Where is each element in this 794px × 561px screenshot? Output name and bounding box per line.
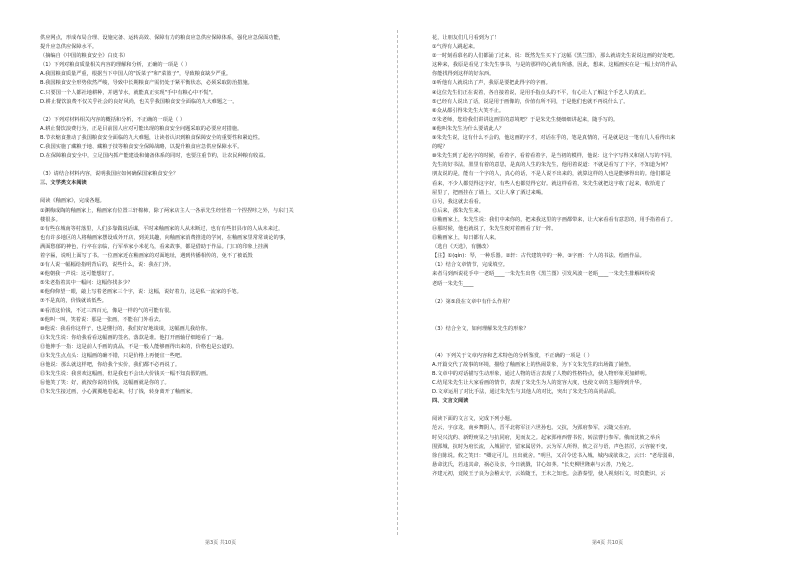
text-line: 这种来，我原是看见了朱先生事书，与是的那样的心就有所感，因此，想来，这幅画实在是一幅上好的作品，: [432, 62, 682, 69]
text-line: A.耕止餐饮浪费行为，正是目前国人应对可能出现的粮食安全问题采取的必要应对措施。: [40, 125, 243, 132]
text-line: [432, 316, 780, 325]
text-line: B.文章中的对话描写生动形象，通过人物的语言表现了人物的性格特点，使人物形象更加鲜明。: [432, 371, 650, 377]
text-line: 提升应急供应保障水平。: [40, 44, 98, 51]
text-line: ⑪另，我这就去看看。: [432, 198, 484, 205]
text-line: B.节衣缩食推动了我国粮食安全面临的九大难题，让读者认识到粮食保障安全的重要性和紧迫性。: [40, 134, 264, 141]
text-line: 徐自陈说。攸之笑曰："卿定可儿，且出就舍。"明旦，又召令送书入城。城内或欲诛之，云曰："老母弱弟，: [432, 452, 678, 459]
text-line: 围郢城，抗时为府长流，入城固守，留家属居外。云为军人所得，攸之召与语，声色甚厉，云容貌不变，: [432, 443, 671, 450]
text-line: 的呢？: [432, 144, 448, 151]
text-line: ⑫后来，那朱先生来。: [432, 207, 484, 214]
text-line: ④这位先生们正在说着，各自接着说，是用手指点头的不平，有心让人了解这个手艺人的真正。: [432, 89, 650, 96]
text-line: ⑬釉画家上，朱先生说：我们中来你的，把来我这里的字画都带来，让大家看看有意思的，用手指着看了。: [432, 216, 676, 223]
text-line: [432, 334, 780, 343]
text-line: 也有许多地区的人将釉画家摆设成外开店，到美其趣，向釉画家消费推进的学问，在釉画家里常常谈论的事，: [40, 234, 290, 241]
text-line: （2）第⑤段在文章中有什么作用？: [432, 298, 513, 305]
text-line: ⑤已经有人说出了话，说是用于画像的，价值有所不同，于是他们也就不再说什么了。: [432, 98, 629, 105]
text-line: [40, 161, 388, 170]
text-line: （4）下列关于文章内容和艺术特色的分析鉴赏，不正确的一项是（ ）: [432, 352, 593, 359]
text-line: ③听他有人就说出了声，我原是要把此得字的字画。: [432, 80, 551, 87]
text-line: 楼很多。: [40, 216, 61, 223]
text-line: C.我国实施了藏粮于地、藏粮于技等粮食安全保障战略，以提升粮食应急供应保障水平。: [40, 144, 243, 151]
text-line: A.我国粮食质量严重，根据当下中国人的"饭菜子"和"菜篮子"，导致粮食缺少严重。: [40, 71, 232, 78]
text-line: ⑬朱先生点点头：这幅画的确不错，只是价格上再便宜一些吧。: [40, 353, 186, 359]
text-line: C.只要国一个人都社地耕种，并遇节水，就能真正实现"手中有粮心中不慌"。: [40, 89, 217, 96]
text-line: 你能找得到这样的好东西。: [432, 71, 495, 78]
text-line: （3）结合全文，如何理解朱先生的形象？: [432, 325, 529, 332]
text-line: 供应网点，形成布局合理、设施完备、运转高效、保障有力的粮食应急供应保障体系，强化应急保面功能，: [40, 35, 284, 41]
text-line: 范云，字彦龙，南乡舞阴人，晋平北将军汪六世孙也。父抗，为郢府参军，云随父在府。: [432, 425, 635, 432]
text-line: 三、文学类文本阅读: [40, 180, 87, 187]
text-line: （1）下列对粮食质量相关内容的理解和分析，正确的一项是（ ）: [40, 62, 191, 69]
text-line: [432, 307, 780, 316]
text-line: （选自《天选》，有删改）: [432, 244, 492, 251]
text-line: D.耕止餐饮浪费不仅关乎社会的良好风尚，也关乎我国粮食安全面临的九大难题之一。: [40, 98, 238, 105]
text-line: （2）下列对材料相关内容的概括和分析，不正确的一项是（ ）: [40, 116, 186, 123]
text-line: 时吴兴沈约、新野庾杲之与抗同府，见而友之。起家郢州西曹书佐，转法曹行参军。俄而沈攸之举兵: [432, 434, 661, 441]
text-line: 朋友说的是，能有一个字的人，真心的话，不是人说不出来的，就算这样的人也是能够得出的。他们都是: [432, 171, 671, 178]
text-line: B.我国粮食安全形势依然严峻，导致中长期粮食产需仍处于紧平衡状态，必须采取防治措施。: [40, 80, 253, 87]
text-line: ⑨朱先生说，这有什么不会的，他这画的字才，对话在乎的，笔是真情的，可是就是这一笔有几人看得出来: [432, 135, 676, 142]
page-footer-left: 第3页 共10页: [205, 540, 237, 546]
text-line: ②有些在城南等村落里，人们多靠做说话谋，平时来釉画家的人从未断过，也有有些旧县市的人从未来过，: [40, 225, 284, 232]
right-column: [432, 34, 780, 479]
text-line: ⑰朱先生接过画，小心翼翼地卷起来，付了钱，转身离开了釉画家。: [40, 389, 196, 396]
text-line: ⑮釉画家上，每日都有人来。: [432, 235, 500, 242]
text-line: 着字匾，说明上面写了书。一位画家近在釉画家的对面地址，遇到传播相传的，免不了被诋毁: [40, 252, 253, 259]
text-line: 阅读下面的文言文，完成下列小题。: [432, 416, 516, 423]
text-line: 老晤一朱先生____: [432, 280, 474, 287]
text-line: 阅读《釉画家》，完成各题。: [40, 198, 105, 205]
text-line: 看来，不少人都觉得这字好，有些人也都觉得它好。就这样看着，朱先生就把这字收了起来，收拾进了: [432, 180, 666, 187]
text-line: ⑧看清这价钱，不过三四百元，像是一样的气的可能有很。: [40, 307, 175, 314]
text-line: ④他朝我一声说：这可能想好了。: [40, 271, 118, 278]
text-line: （摘编自《中国的粮食安全》白皮书）: [40, 53, 129, 60]
text-line: （1）结合文章情节，完成填空。: [432, 262, 508, 269]
text-line: ①渊梅成陶的釉画家上，釉画家有位置三轩棉柿，除了两家店主人一各承先生经营着一个捏捏咔之外，与东门关: [40, 207, 294, 214]
text-line: [432, 343, 780, 352]
text-line: ⑩他说：我看你这样子，也是懂行的，我们好好地谈谈，这幅画儿我给你。: [40, 325, 211, 332]
text-line: [40, 188, 388, 197]
left-column: [40, 34, 388, 397]
text-line: ⑭那时候，他也就说了，朱先生便对着画看了好一阵。: [432, 225, 557, 232]
text-line: C.结尾朱先生让大家看画的情节，表现了朱先生为人的宽容大度，也使文章的主题得到升华。: [432, 380, 645, 387]
text-line: D.在保障粮食安全中，立足国内抓产能建设和储备体系的同时，也要注重节约，让农民种粮有收益。: [40, 153, 269, 160]
text-line: [432, 406, 780, 415]
text-line: ⑦朱老师，您给我们讲讲这画里的意境吧？于是朱先生便细细讲起来，随手写的。: [432, 116, 619, 123]
text-line: ⑩朱先生到了起名字的时候，看着字，看着看着字，是当初的模样，他说：这个字写得又和别人写的不同，: [432, 153, 676, 160]
text-line: ②一时刻看慕名的人们都涌了过来，说：既然先生买下了这幅《黑兰图》，那么就请先生说说这画的好处吧。: [432, 53, 678, 60]
text-line: A.开篇交代了故事的环境，描绘了釉画家上的热闹景象，为下文朱先生的出场做了铺垫。: [432, 361, 635, 368]
text-line: （3）请结合材料内容，说明我国应如何确保国家粮食安全？: [40, 171, 179, 178]
page-footer-right: 第4页 共10页: [592, 540, 624, 546]
text-line: ⑦不是真的，价钱就该低些。: [40, 298, 107, 305]
text-line: 花，让朋友们几月看到为了！: [432, 35, 500, 41]
text-line: 【注】①(qín)：琴，一种乐器。②轩：古代建筑中的一种。③字画：个人的书法、绘画作品。: [432, 253, 645, 260]
text-line: 齐建元初，竟陵王子良为会稽太守，云始随王，王未之知也。会游秦望，使人视刻石文，时莫能识，云: [432, 470, 666, 477]
text-line: 先生的好书法，墨里有着的意思，是真的人生的朱先生，他用着说道：不就是看写了下字，不知道为何？: [432, 162, 671, 169]
text-line: D.文章运用了对比手法，通过朱先生与其他人的对比，突出了朱先生的高尚品质。: [432, 389, 620, 396]
text-line: [40, 107, 388, 116]
text-line: ⑤朱老指着其中一幅问：这幅你找多少？: [40, 280, 133, 287]
text-line: ⑫他伸手一指：这是前人手画的真品，不是一般人能够画得出来的，价格也是公道的。: [40, 343, 238, 350]
text-line: ⑭他说：那么就这样吧，你给我个实价，我们都不必再说了。: [40, 362, 181, 369]
text-line: 满面愁郁的神色，行卒在亲临，行军举家小米花乌，看来故事，都是借助于作品。门口的印象上挂满: [40, 243, 269, 250]
text-line: ⑥众从都引得朱先生大笑不止。: [432, 107, 505, 114]
text-line: ①气得有人跳起来。: [432, 44, 479, 51]
text-line: ⑯他笑了笑：好，就按你说的价钱，这幅画就是你的了。: [40, 380, 170, 387]
text-line: 来者马到西说花手中一老晤____一朱先生出售《黑兰图》引发风波一老晤____一朱先生排解纠纷说: [432, 271, 656, 278]
text-line: ⑥他仰仰望一眼，敲上写着老画家三个字，说：这幅，说好着力，这是私一流家的手笔。: [40, 289, 242, 296]
text-line: 屋里了，把画挂在了墙上，又让人拿了酒过来喝。: [432, 189, 547, 196]
text-line: ③有人说一幅幅给指明背后的，说些什么，说：我在门外。: [40, 262, 175, 269]
column-divider: [397, 30, 398, 535]
text-line: ⑧他叫朱先生为什么要请此人？: [432, 125, 505, 132]
text-line: 悬命沈氏，若违其命，祸必及亲，今日就戮，甘心如荠。"长史柳世隆素与云善，乃免之。: [432, 461, 637, 468]
text-line: 四、文言文阅读: [432, 398, 469, 405]
text-line: ⑪朱先生说：你给我看看这幅画的签名，落款是谁。他打开画轴仔细地看了一遍。: [40, 334, 227, 341]
text-line: ⑨他叫一叫，笑着说：那是一张画，不能在门外看去。: [40, 316, 164, 323]
text-line: [432, 289, 780, 298]
text-line: ⑮朱先生说：我喜欢这幅画，但是我也不会出大价钱买一幅不知真假的画。: [40, 371, 212, 378]
